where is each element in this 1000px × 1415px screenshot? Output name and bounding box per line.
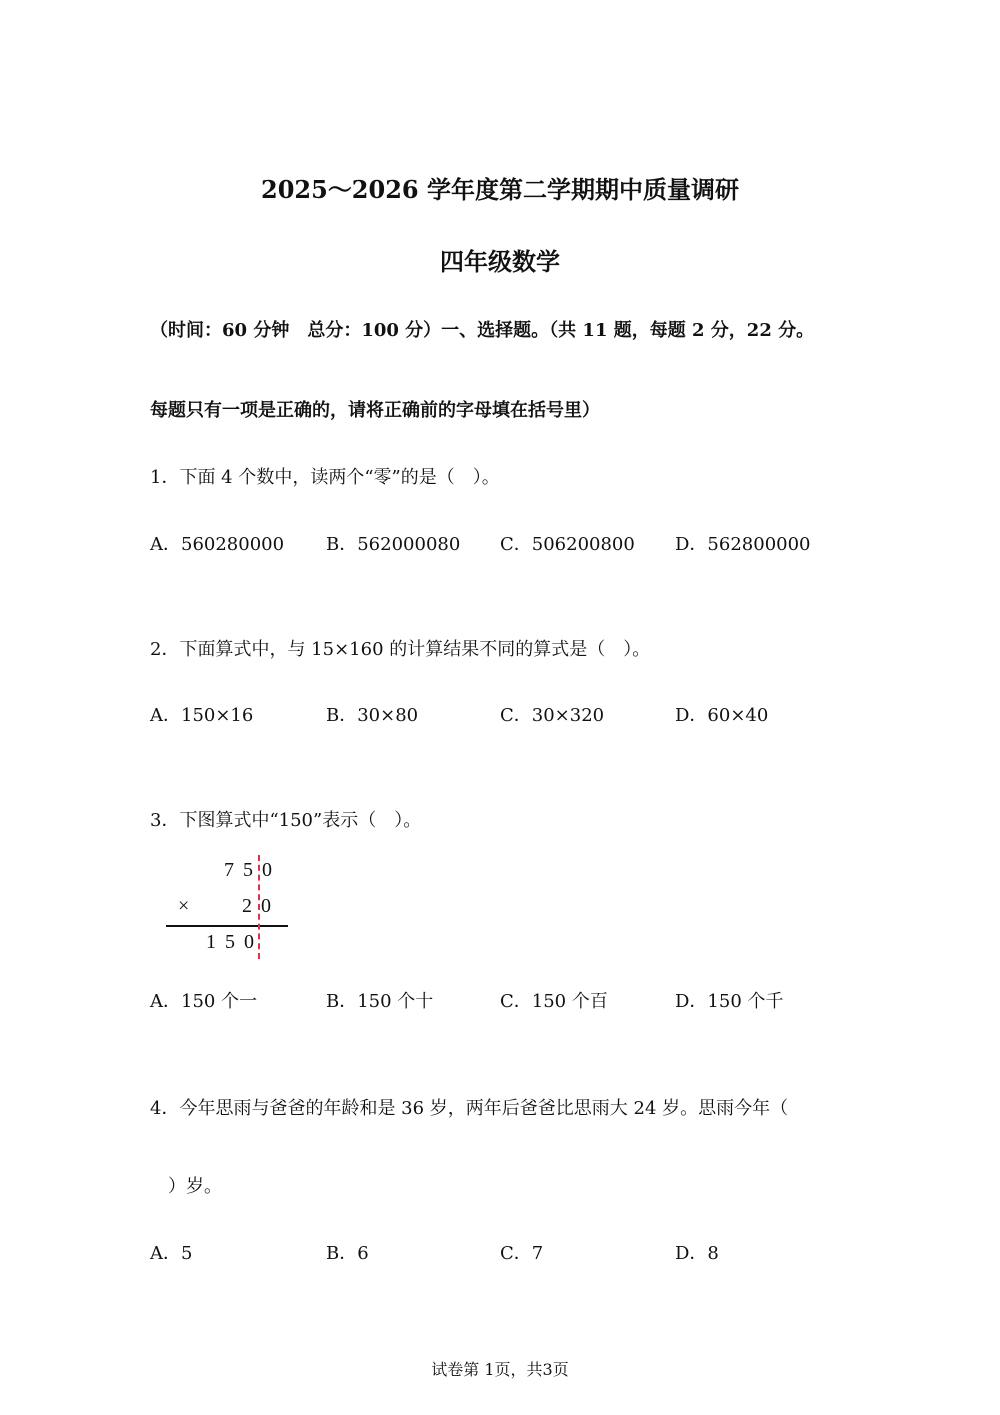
vertical-multiplication [160, 855, 300, 965]
calc-underline [166, 925, 288, 927]
question-2-option-c: C．30×320 [500, 705, 605, 726]
question-1-option-b: B．562000080 [326, 534, 461, 555]
calc-top-number: 7 5 0 [224, 859, 274, 881]
exam-title: 2025～2026 学年度第二学期期中质量调研 [261, 175, 739, 204]
question-3-option-c: C．150 个百 [500, 991, 608, 1012]
question-3-option-b: B．150 个十 [326, 991, 434, 1012]
multiply-sign: × [178, 895, 192, 917]
question-3-option-a: A．150 个一 [150, 991, 258, 1012]
question-4-option-b: B．6 [326, 1243, 369, 1264]
page-footer: 试卷第 1页，共3页 [431, 1360, 569, 1379]
question-1-option-d: D．562800000 [675, 534, 811, 555]
question-2-option-a: A．150×16 [150, 705, 254, 726]
red-dashed-guide [258, 855, 260, 959]
question-2-option-b: B．30×80 [326, 705, 419, 726]
calc-multiplier: 2 0 [242, 895, 273, 917]
exam-info: （时间：60 分钟 总分：100 分）一、选择题。（共 11 题，每题 2 分，22 分。 [150, 320, 815, 341]
instruction-text: 每题只有一项是正确的，请将正确前的字母填在括号里） [150, 400, 600, 421]
question-3-text: 3．下图算式中“150”表示（ ）。 [150, 810, 422, 831]
question-4-option-c: C．7 [500, 1243, 544, 1264]
question-4-option-a: A．5 [150, 1243, 193, 1264]
question-3-option-d: D．150 个千 [675, 991, 784, 1012]
question-4-text-continued: ）岁。 [150, 1176, 222, 1197]
question-1-option-c: C．506200800 [500, 534, 635, 555]
exam-subtitle: 四年级数学 [440, 247, 560, 276]
question-4-text: 4．今年思雨与爸爸的年龄和是 36 岁，两年后爸爸比思雨大 24 岁。思雨今年（ [150, 1098, 789, 1119]
question-1-text: 1．下面 4 个数中，读两个“零”的是（ ）。 [150, 467, 500, 488]
question-2-text: 2．下面算式中，与 15×160 的计算结果不同的算式是（ ）。 [150, 639, 651, 660]
calc-result: 1 5 0 [206, 931, 256, 953]
question-2-option-d: D．60×40 [675, 705, 769, 726]
question-1-option-a: A．560280000 [150, 534, 285, 555]
question-4-option-d: D．8 [675, 1243, 719, 1264]
